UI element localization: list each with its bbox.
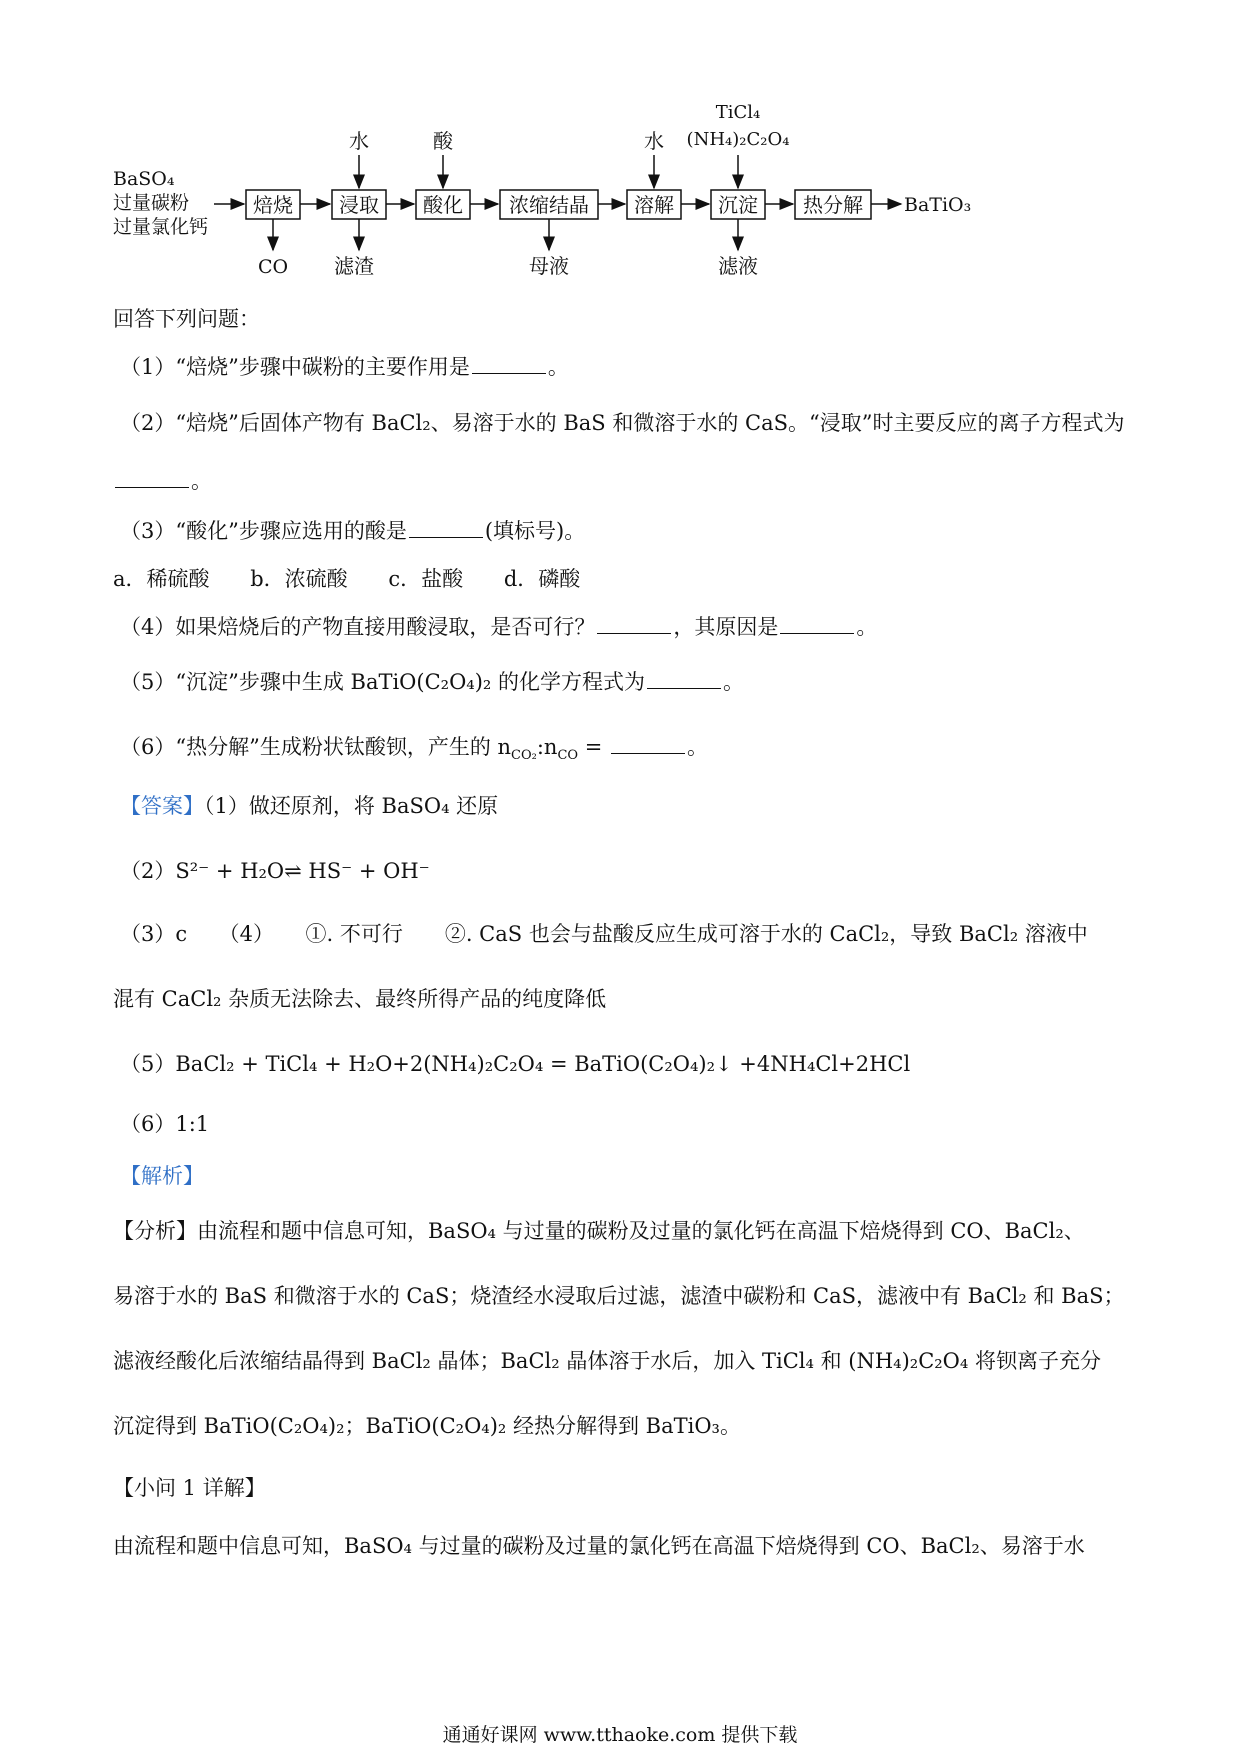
analysis-p1: 【分析】由流程和题中信息可知，BaSO₄ 与过量的碳粉及过量的氯化钙在高温下焙烧得到 CO、BaCl₂、 — [113, 1219, 1085, 1243]
question-3: （3）“酸化”步骤应选用的酸是 (填标号)。 — [120, 519, 586, 543]
question-1: （1）“焙烧”步骤中碳粉的主要作用是 。 — [120, 355, 569, 379]
analysis-p5: 由流程和题中信息可知，BaSO₄ 与过量的碳粉及过量的氯化钙在高温下焙烧得到 CO、BaCl₂、易溶于水 — [113, 1534, 1085, 1558]
question-2: （2）“焙烧”后固体产物有 BaCl₂、易溶于水的 BaS 和微溶于水的 CaS。“浸取”时主要反应的离子方程式为 — [120, 411, 1125, 435]
question-3-options — [113, 563, 614, 593]
top-input-ticl4: TiCl₄ — [715, 102, 761, 123]
page-footer: 通通好课网 www.tthaoke.com 提供下载 — [442, 1724, 798, 1746]
question-4: （4）如果焙烧后的产物直接用酸浸取，是否可行？ ，其原因是 。 — [120, 615, 878, 639]
input-cacl2: 过量氯化钙 — [113, 216, 209, 238]
input-baso4: BaSO₄ — [113, 168, 175, 190]
top-input-oxalate: (NH₄)₂C₂O₄ — [686, 129, 790, 150]
step-acidify: 酸化 — [423, 193, 463, 217]
answer-3-4: （3）c （4） ①. 不可行 ②. CaS 也会与盐酸反应生成可溶于水的 CaCl₂，导致 BaCl₂ 溶液中 — [120, 922, 1088, 946]
answer-5: （5）BaCl₂ + TiCl₄ + H₂O+2(NH₄)₂C₂O₄ = BaTiO(C₂O₄)₂↓ +4NH₄Cl+2HCl — [120, 1052, 911, 1076]
output-filtrate: 滤液 — [718, 254, 758, 278]
option-d: d．磷酸 — [503, 567, 581, 591]
process-flow-diagram — [0, 0, 1240, 300]
option-b: b．浓硫酸 — [250, 567, 348, 591]
top-input-acid: 酸 — [433, 129, 453, 153]
question-6: （6）“热分解”生成粉状钛酸钡，产生的 $n_{CO_2}:n_{CO}$ = 。 — [120, 735, 709, 764]
product-batio3: BaTiO₃ — [904, 194, 972, 216]
answer-6: （6）1:1 — [120, 1112, 210, 1136]
analysis-p4: 沉淀得到 BaTiO(C₂O₄)₂；BaTiO(C₂O₄)₂ 经热分解得到 BaTiO₃。 — [113, 1414, 741, 1438]
step-decompose: 热分解 — [803, 193, 863, 217]
analysis-p3: 滤液经酸化后浓缩结晶得到 BaCl₂ 晶体；BaCl₂ 晶体溶于水后，加入 TiCl₄ 和 (NH₄)₂C₂O₄ 将钡离子充分 — [113, 1349, 1101, 1373]
input-carbon: 过量碳粉 — [113, 192, 190, 214]
option-c: c．盐酸 — [388, 567, 464, 591]
question-2-blank: 。 — [113, 465, 212, 495]
answer-2: （2）S²⁻ + H₂O⇌ HS⁻ + OH⁻ — [120, 859, 430, 883]
output-mother-liquor: 母液 — [529, 254, 569, 278]
output-residue: 滤渣 — [334, 254, 374, 278]
step-precipitate: 沉淀 — [718, 193, 758, 217]
analysis-p2: 易溶于水的 BaS 和微溶于水的 CaS；烧渣经水浸取后过滤，滤渣中碳粉和 CaS，滤液中有 BaCl₂ 和 BaS； — [113, 1284, 1125, 1308]
step-leach: 浸取 — [339, 193, 379, 217]
answer-1: 【答案】（1）做还原剂，将 BaSO₄ 还原 — [120, 794, 499, 818]
question-5: （5）“沉淀”步骤中生成 BaTiO(C₂O₄)₂ 的化学方程式为 。 — [120, 670, 744, 694]
intro-text: 回答下列问题： — [113, 307, 260, 331]
analysis-tag: 【解析】 — [120, 1164, 204, 1188]
option-a: a．稀硫酸 — [113, 567, 210, 591]
top-input-water-2: 水 — [644, 129, 664, 153]
step-concentrate: 浓缩结晶 — [509, 193, 589, 217]
analysis-subtitle: 【小问 1 详解】 — [113, 1476, 266, 1500]
top-input-water-1: 水 — [349, 129, 369, 153]
answer-tag: 【答案】 — [120, 794, 204, 818]
step-roast: 焙烧 — [253, 193, 293, 217]
answer-4-cont: 混有 CaCl₂ 杂质无法除去、最终所得产品的纯度降低 — [113, 987, 607, 1011]
step-dissolve: 溶解 — [634, 193, 674, 217]
output-co: CO — [257, 256, 289, 278]
